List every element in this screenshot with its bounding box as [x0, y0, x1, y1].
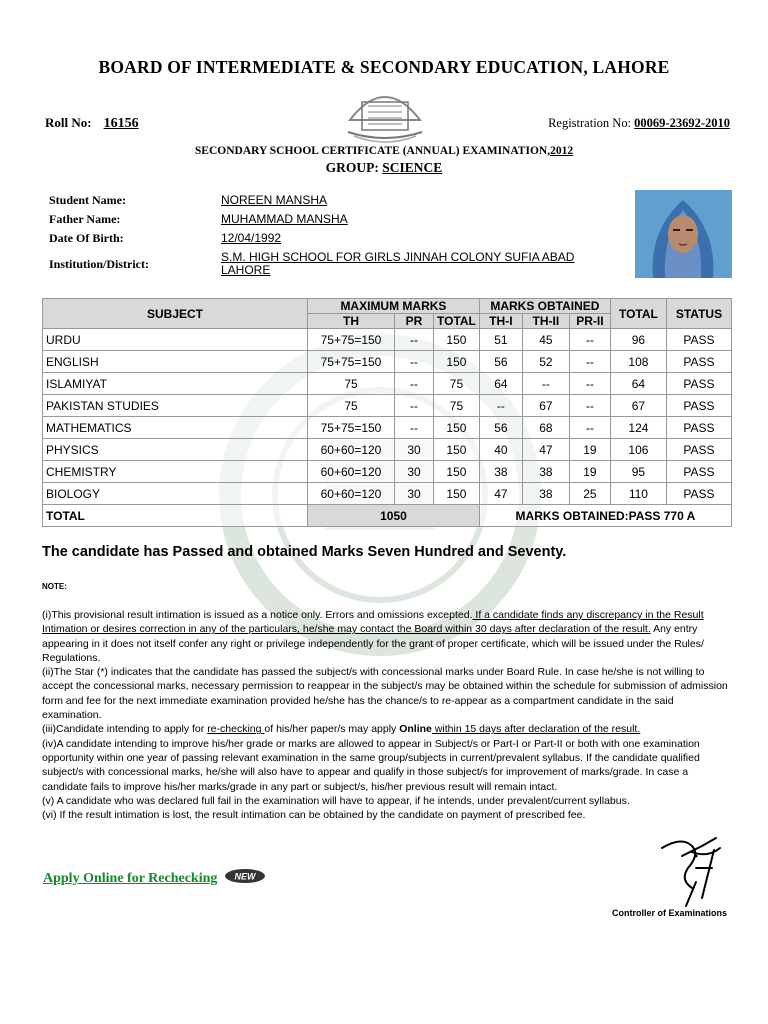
- note-label: NOTE:: [42, 582, 67, 591]
- subject-total: 124: [610, 417, 666, 439]
- max-pr: --: [395, 395, 434, 417]
- note-3-text: (iii)Candidate intending to apply for: [42, 723, 208, 736]
- subject-total: 64: [610, 373, 666, 395]
- header-pr: PR: [395, 314, 434, 329]
- status: PASS: [666, 395, 731, 417]
- table-row: [43, 329, 732, 351]
- dob-label: Date Of Birth:: [49, 231, 124, 245]
- group-value: SCIENCE: [382, 160, 443, 175]
- note-3-mid: of his/her paper/s may apply: [264, 723, 400, 736]
- max-th: 75: [308, 373, 395, 395]
- max-th: 60+60=120: [308, 461, 395, 483]
- roll-label: Roll No:: [45, 115, 92, 130]
- notes: [42, 608, 732, 822]
- max-total: 150: [434, 461, 480, 483]
- subject: ISLAMIYAT: [43, 373, 308, 395]
- note-3-deadline: within 15 days after declaration of the result.: [431, 723, 641, 736]
- registration-label: Registration No:: [548, 116, 632, 130]
- institution: [221, 251, 574, 277]
- note-3: [42, 722, 732, 736]
- max-total: 75: [434, 395, 480, 417]
- student-name-label: Student Name:: [49, 193, 126, 207]
- status: PASS: [666, 461, 731, 483]
- subject: URDU: [43, 329, 308, 351]
- status: PASS: [666, 373, 731, 395]
- max-total: 150: [434, 417, 480, 439]
- max-th: 75+75=150: [308, 351, 395, 373]
- note-4: (iv)A candidate intending to improve his/her grade or marks are allowed to appear in Subject/s or Part-I or Part-II or both with one examination opportunity within one year of passing relevant examination in the same group/subjects in current/prevalent syllabus. If the candidate qualified subject/s with concessional marks, he/she will also have to appear and qualify in those subject/s for improvement of marks/grade. In case a candidate fails to improve his/her marks/grade in any part or subject/s, his/her previous result will remain intact.: [42, 737, 700, 793]
- board-title: BOARD OF INTERMEDIATE & SECONDARY EDUCATION, LAHORE: [98, 57, 670, 77]
- institution-line2: LAHORE: [221, 263, 271, 277]
- max-pr: 30: [395, 461, 434, 483]
- obt-pr2: --: [569, 417, 610, 439]
- subject: CHEMISTRY: [43, 461, 308, 483]
- max-pr: --: [395, 417, 434, 439]
- rechecking-link[interactable]: re-checking: [207, 723, 265, 736]
- student-photo: [635, 190, 732, 278]
- max-total: 150: [434, 439, 480, 461]
- max-total: 75: [434, 373, 480, 395]
- obt-pr2: 19: [569, 461, 610, 483]
- subject-total: 95: [610, 461, 666, 483]
- max-total: 150: [434, 483, 480, 505]
- subject: MATHEMATICS: [43, 417, 308, 439]
- header-max-marks: MAXIMUM MARKS: [308, 299, 480, 314]
- header-th1: TH-I: [479, 314, 522, 329]
- obt-th2: 67: [522, 395, 569, 417]
- total-marks-obtained: MARKS OBTAINED:PASS 770 A: [479, 505, 731, 527]
- father-name: MUHAMMAD MANSHA: [221, 212, 348, 226]
- max-pr: 30: [395, 439, 434, 461]
- status: PASS: [666, 439, 731, 461]
- subject-total: 110: [610, 483, 666, 505]
- note-2: (ii)The Star (*) indicates that the candidate has passed the subject/s with concessional marks under Board Rule. In case he/she is not willing to accept the concessional marks, necessary permission to reappear in the subject/s may be obtained within the schedule for submission of admission form and fee for the next immediate examination provided he/she has the chance/s to re-appear as a compartment candidate in the said examination.: [42, 666, 728, 722]
- institution-label: Institution/District:: [49, 257, 149, 271]
- roll-value: 16156: [103, 116, 139, 131]
- header-th2: TH-II: [522, 314, 569, 329]
- student-name: NOREEN MANSHA: [221, 193, 328, 207]
- subject-total: 67: [610, 395, 666, 417]
- subject: PAKISTAN STUDIES: [43, 395, 308, 417]
- obt-th2: 68: [522, 417, 569, 439]
- table-row: [43, 395, 732, 417]
- note-1-rest: Any entry appearing in it does not itself confer any right or privilege independently for the grant of proper certificate, which will be issued under the Rules/ Regulations.: [42, 623, 704, 664]
- obt-th2: 52: [522, 351, 569, 373]
- status: PASS: [666, 329, 731, 351]
- max-th: 75: [308, 395, 395, 417]
- header-status: STATUS: [666, 299, 731, 329]
- obt-th2: 38: [522, 483, 569, 505]
- table-row: [43, 417, 732, 439]
- table-row: [43, 351, 732, 373]
- obt-th1: --: [479, 395, 522, 417]
- registration-number: [548, 116, 730, 131]
- table-header-row: [43, 299, 732, 314]
- header-total-max: TOTAL: [434, 314, 480, 329]
- controller-signature: [652, 828, 732, 908]
- table-total-row: [43, 505, 732, 527]
- result-statement: The candidate has Passed and obtained Marks Seven Hundred and Seventy.: [42, 544, 567, 560]
- exam-year: 2012: [550, 145, 574, 157]
- subject: PHYSICS: [43, 439, 308, 461]
- father-name-label: Father Name:: [49, 212, 121, 226]
- subject-total: 96: [610, 329, 666, 351]
- obt-th2: 38: [522, 461, 569, 483]
- header-th: TH: [308, 314, 395, 329]
- group-label: GROUP:: [325, 160, 379, 175]
- max-th: 60+60=120: [308, 439, 395, 461]
- note-1-underlined: If a candidate finds any discrepancy in the Result Intimation or desires correction in any of the particulars, he/she may contact the Board within 30 days after declaration of the result.: [42, 609, 704, 636]
- new-badge-icon: [224, 868, 266, 884]
- obt-th1: 64: [479, 373, 522, 395]
- table-row: [43, 373, 732, 395]
- table-row: [43, 439, 732, 461]
- status: PASS: [666, 351, 731, 373]
- obt-pr2: --: [569, 351, 610, 373]
- new-badge-text: NEW: [234, 871, 256, 882]
- obt-pr2: --: [569, 373, 610, 395]
- max-pr: --: [395, 351, 434, 373]
- institution-line1: S.M. HIGH SCHOOL FOR GIRLS JINNAH COLONY SUFIA ABAD: [221, 250, 575, 264]
- exam-title: [0, 145, 768, 157]
- max-pr: --: [395, 329, 434, 351]
- subject: ENGLISH: [43, 351, 308, 373]
- obt-th2: --: [522, 373, 569, 395]
- obt-pr2: 25: [569, 483, 610, 505]
- note-1: [42, 608, 732, 665]
- header-subject: SUBJECT: [43, 299, 308, 329]
- board-logo-icon: [344, 80, 426, 144]
- obt-pr2: --: [569, 329, 610, 351]
- subject-total: 108: [610, 351, 666, 373]
- header-marks-obtained: MARKS OBTAINED: [479, 299, 610, 314]
- status: PASS: [666, 483, 731, 505]
- status: PASS: [666, 417, 731, 439]
- max-pr: 30: [395, 483, 434, 505]
- group: [0, 160, 768, 176]
- obt-th2: 45: [522, 329, 569, 351]
- max-th: 75+75=150: [308, 417, 395, 439]
- obt-th1: 56: [479, 351, 522, 373]
- obt-pr2: 19: [569, 439, 610, 461]
- max-total: 150: [434, 329, 480, 351]
- max-th: 75+75=150: [308, 329, 395, 351]
- header-pr2: PR-II: [569, 314, 610, 329]
- subject-total: 106: [610, 439, 666, 461]
- obt-pr2: --: [569, 395, 610, 417]
- apply-online-rechecking-link[interactable]: Apply Online for Rechecking: [43, 871, 218, 886]
- header-total: TOTAL: [610, 299, 666, 329]
- table-row: [43, 461, 732, 483]
- total-label: TOTAL: [43, 505, 308, 527]
- obt-th1: 47: [479, 483, 522, 505]
- note-6: (vi) If the result intimation is lost, the result intimation can be obtained by the candidate on payment of prescribed fee.: [42, 809, 586, 822]
- marks-table: [42, 298, 732, 527]
- obt-th1: 40: [479, 439, 522, 461]
- obt-th1: 56: [479, 417, 522, 439]
- table-row: [43, 483, 732, 505]
- max-pr: --: [395, 373, 434, 395]
- max-th: 60+60=120: [308, 483, 395, 505]
- obt-th1: 38: [479, 461, 522, 483]
- roll-number: [45, 115, 139, 132]
- exam-name: SECONDARY SCHOOL CERTIFICATE (ANNUAL) EXAMINATION,: [194, 145, 551, 157]
- obt-th1: 51: [479, 329, 522, 351]
- total-max-marks: 1050: [308, 505, 480, 527]
- obt-th2: 47: [522, 439, 569, 461]
- note-5: (v) A candidate who was declared full fail in the examination will have to appear, if he intends, under prevalent/current syllabus.: [42, 794, 630, 807]
- dob: 12/04/1992: [221, 231, 282, 245]
- max-total: 150: [434, 351, 480, 373]
- registration-value: 00069-23692-2010: [634, 116, 730, 130]
- note-3-online: Online: [399, 723, 432, 736]
- note-1-text: (i)This provisional result intimation is issued as a notice only. Errors and omissions excepted.: [42, 609, 473, 621]
- controller-of-examinations: Controller of Examinations: [612, 908, 728, 918]
- subject: BIOLOGY: [43, 483, 308, 505]
